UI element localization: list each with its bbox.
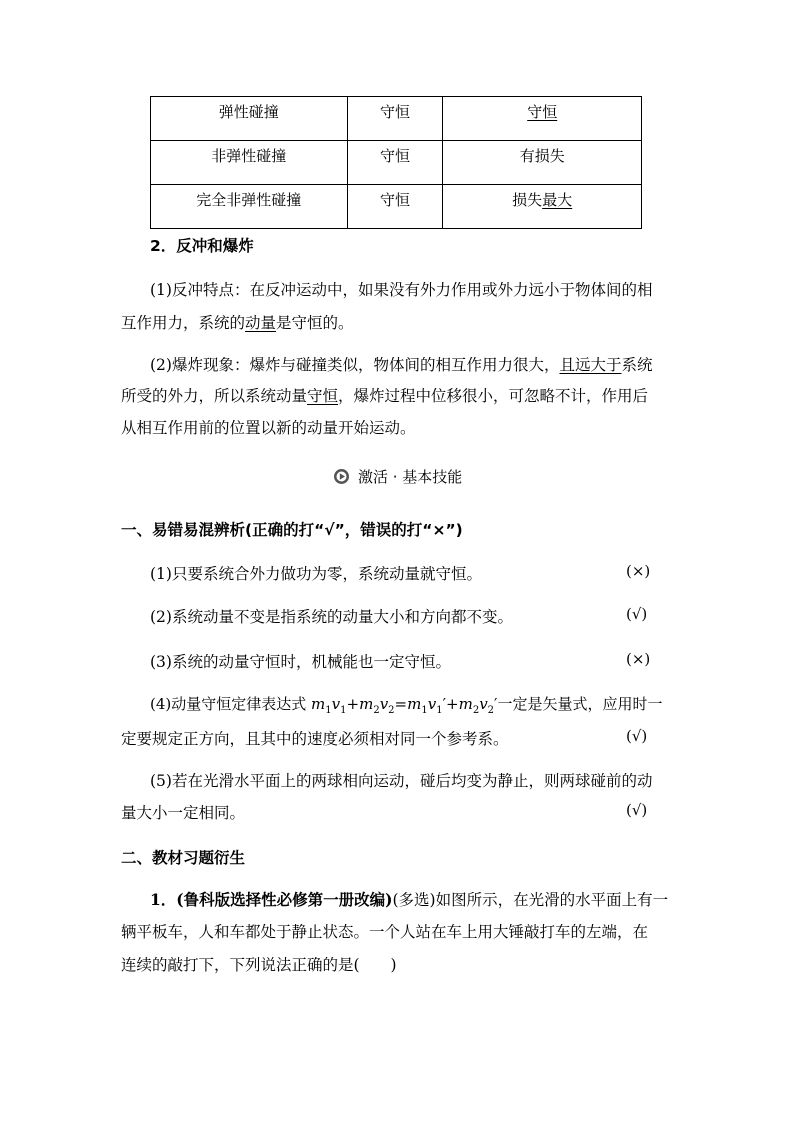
text-span: 互作用力，系统的 bbox=[121, 314, 246, 332]
text-span: (2)爆炸现象：爆炸与碰撞类似，物体间的相互作用力很大， bbox=[150, 356, 560, 374]
table-row bbox=[151, 141, 642, 185]
question-text: (5)若在光滑水平面上的两球相向运动，碰后均变为静止，则两球碰前的动 bbox=[150, 772, 653, 790]
paragraph-line: 从相互作用前的位置以新的动量开始运动。 bbox=[121, 419, 416, 437]
collision-table bbox=[150, 96, 642, 229]
energy-cell bbox=[443, 185, 642, 229]
question-text bbox=[150, 888, 668, 910]
question-text: 辆平板车，人和车都处于静止状态。一个人站在车上用大锤敲打车的左端，在 bbox=[121, 923, 649, 941]
question-text: 量大小一定相同。 bbox=[121, 804, 246, 822]
question-source-label: 1．(鲁科版选择性必修第一册改编) bbox=[150, 890, 393, 909]
question-text: 定要规定正方向，且其中的速度必须相对同一个参考系。 bbox=[121, 730, 509, 748]
answer-mark: (√) bbox=[626, 727, 648, 745]
energy-value-pre: 损失 bbox=[512, 191, 543, 209]
momentum-cell: 守恒 bbox=[347, 141, 443, 185]
answer-mark: (×) bbox=[626, 562, 651, 580]
energy-cell bbox=[443, 97, 642, 141]
question-text: 连续的敲打下，下列说法正确的是( ) bbox=[121, 956, 397, 974]
section-banner bbox=[333, 466, 462, 486]
underlined-text: 守恒 bbox=[307, 387, 339, 405]
energy-value: 守恒 bbox=[527, 103, 558, 121]
part-heading: 二、教材习题衍生 bbox=[121, 849, 246, 867]
question-text: (2)系统动量不变是指系统的动量大小和方向都不变。 bbox=[150, 608, 513, 626]
energy-value-underlined: 最大 bbox=[542, 191, 573, 209]
momentum-cell: 守恒 bbox=[347, 185, 443, 229]
answer-mark: (√) bbox=[626, 605, 648, 623]
table-row bbox=[151, 185, 642, 229]
text-span: (多选)如图所示，在光滑的水平面上有一 bbox=[392, 891, 669, 909]
text-span: ，爆炸过程中位移很小，可忽略不计，作用后 bbox=[338, 387, 649, 405]
question-text: (1)只要系统合外力做功为零，系统动量就守恒。 bbox=[150, 565, 482, 583]
paragraph-line: (1)反冲特点：在反冲运动中，如果没有外力作用或外力远小于物体间的相 bbox=[150, 281, 653, 299]
play-circle-icon bbox=[333, 468, 350, 485]
paragraph-line bbox=[121, 311, 354, 333]
section-heading: 2．反冲和爆炸 bbox=[150, 237, 254, 255]
text-span: 所受的外力，所以系统动量 bbox=[121, 387, 308, 405]
momentum-cell: 守恒 bbox=[347, 97, 443, 141]
question-text: (3)系统的动量守恒时，机械能也一定守恒。 bbox=[150, 653, 451, 671]
answer-mark: (×) bbox=[626, 650, 651, 668]
table-row bbox=[151, 97, 642, 141]
underlined-text: 且远大于 bbox=[559, 356, 622, 374]
question-text bbox=[150, 693, 662, 716]
text-span: 一定是矢量式，应用时一 bbox=[497, 695, 663, 713]
banner-title: 激活 · 基本技能 bbox=[358, 467, 463, 486]
text-span: 是守恒的。 bbox=[276, 314, 354, 332]
paragraph-line bbox=[150, 353, 653, 375]
underlined-text: 动量 bbox=[245, 314, 277, 332]
collision-type-cell: 完全非弹性碰撞 bbox=[151, 185, 348, 229]
paragraph-line bbox=[121, 384, 648, 406]
collision-type-cell: 非弹性碰撞 bbox=[151, 141, 348, 185]
text-span: 系统 bbox=[621, 356, 653, 374]
answer-mark: (√) bbox=[626, 801, 648, 819]
energy-cell: 有损失 bbox=[443, 141, 642, 185]
momentum-equation: $m_1v_1+m_2v_2=m_1v_1'+m_2v_2'$ bbox=[311, 695, 498, 716]
text-span: (4)动量守恒定律表达式 bbox=[150, 695, 307, 713]
part-heading: 一、易错易混辨析(正确的打“√”，错误的打“×”) bbox=[121, 521, 463, 539]
collision-type-cell: 弹性碰撞 bbox=[151, 97, 348, 141]
